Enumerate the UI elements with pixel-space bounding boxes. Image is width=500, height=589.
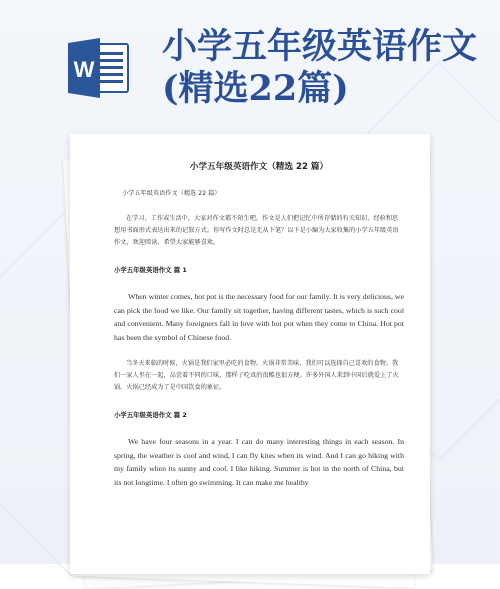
header bbox=[0, 0, 500, 128]
section-heading: 小学五年级英语作文 篇 1 bbox=[114, 266, 187, 274]
document-subtitle: 小学五年级英语作文（精选 22 篇） bbox=[122, 190, 221, 197]
word-icon bbox=[68, 38, 130, 98]
document-content bbox=[114, 160, 404, 503]
page-title: 小学五年级英语作文(精选22篇) bbox=[162, 26, 478, 109]
section-heading: 小学五年级英语作文 篇 2 bbox=[114, 411, 187, 419]
english-paragraph: We have four seasons in a year. I can do many interesting things in each season. In spring, the weather is cool and wind, I can fly kites when its wind. And I can go hiking with my family when its sunny and cool. I like hiking. Summer is hot in the north of China, but its not longtime. I often go swimming. It can make me healthy bbox=[114, 437, 404, 487]
chinese-paragraph: 当冬天来临的时候，火锅是我们家里必吃的食物。火锅非常美味，我们可以选择自己喜欢的食物。我们一家人坐在一起，品尝着不同的口味，那样子吃真的很酷也很方便。许多外国人来到中国后就爱上了火锅。火锅已经成为了是中国饮食的象征。 bbox=[114, 360, 399, 391]
document-title: 小学五年级英语作文（精选 22 篇） bbox=[189, 162, 329, 172]
intro-paragraph: 在学习、工作或生活中，大家对作文都不陌生吧，作文是人们把记忆中所存储的有关知识、经验和思想用书面形式表达出来的记叙方式。你写作文时总是无从下笔？以下是小编为大家收集的小学五年级英语作文，欢迎阅读，希望大家能够喜欢。 bbox=[114, 215, 399, 246]
english-paragraph: When winter comes, hot pot is the necessary food for our family. It is very delicious, we can pick the food we like. Our family sit together, having different tastes, which is such cool and convenient. Many foreigners fall in love with hot pot when they come to China. Hot pot has been the symbol of Chinese food. bbox=[114, 292, 404, 342]
svg-text:W: W bbox=[73, 57, 95, 82]
